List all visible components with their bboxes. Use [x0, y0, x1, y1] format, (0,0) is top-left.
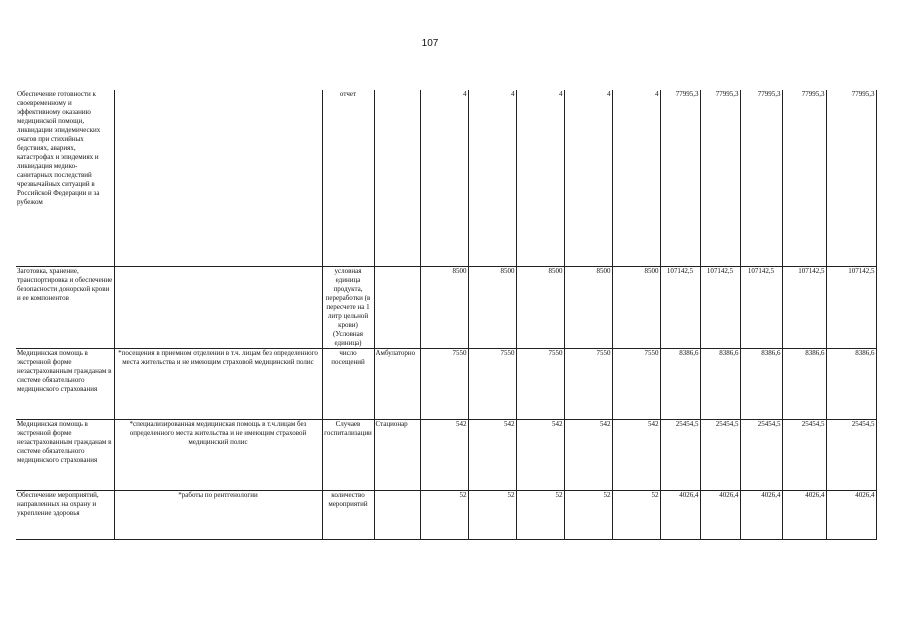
value-cell: 107142,5 — [826, 267, 876, 349]
value-cell: 8386,6 — [826, 349, 876, 420]
value-cell: 7550 — [420, 349, 468, 420]
service-name-cell: Медицинская помощь в экстренной форме незастрахованным гражданам в системе обязательного медицинского страхования — [16, 349, 114, 420]
value-cell: 77995,3 — [782, 90, 826, 267]
page-number: 107 — [421, 38, 439, 49]
value-cell: 4 — [420, 90, 468, 267]
value-cell: 4 — [612, 90, 660, 267]
value-cell: 8386,6 — [660, 349, 700, 420]
value-cell: 4 — [564, 90, 612, 267]
value-cell: 8500 — [564, 267, 612, 349]
value-cell: 8500 — [420, 267, 468, 349]
value-cell: 542 — [564, 420, 612, 491]
service-name-cell: Обеспечение готовности к своевременному и эффективному оказанию медицинской помощи, ликвидации эпидемических очагов при стихийных бедствиях, авариях, катастрофах и эпидемиях и ликвидация медико-санитарных последствий чрезвычайных ситуаций в Российской Федерации и за рубежом — [16, 90, 114, 267]
value-cell: 542 — [612, 420, 660, 491]
value-cell: 4026,4 — [782, 491, 826, 540]
service-description-cell: *посещения в приемном отделении в т.ч. лицам без определенного места жительства и не имеющим страховой медицинский полис — [114, 349, 322, 420]
value-cell: 107142,5 — [660, 267, 700, 349]
value-cell: 8500 — [468, 267, 516, 349]
table-body — [16, 90, 876, 540]
value-cell: 4 — [468, 90, 516, 267]
value-cell: 7550 — [516, 349, 564, 420]
value-cell: 4026,4 — [660, 491, 700, 540]
value-cell: 77995,3 — [700, 90, 740, 267]
services-table — [16, 90, 877, 540]
value-cell: 52 — [468, 491, 516, 540]
value-cell: 7550 — [612, 349, 660, 420]
value-cell: 77995,3 — [826, 90, 876, 267]
unit-cell: отчет — [322, 90, 374, 267]
service-name-cell: Медицинская помощь в экстренной форме незастрахованным гражданам в системе обязательного медицинского страхования — [16, 420, 114, 491]
value-cell: 8386,6 — [782, 349, 826, 420]
value-cell: 542 — [516, 420, 564, 491]
value-cell: 542 — [468, 420, 516, 491]
value-cell: 77995,3 — [740, 90, 782, 267]
value-cell: 77995,3 — [660, 90, 700, 267]
value-cell: 107142,5 — [700, 267, 740, 349]
value-cell: 25454,5 — [700, 420, 740, 491]
value-cell: 52 — [564, 491, 612, 540]
value-cell: 107142,5 — [782, 267, 826, 349]
value-cell: 52 — [420, 491, 468, 540]
unit-cell: число посещений — [322, 349, 374, 420]
value-cell: 542 — [420, 420, 468, 491]
value-cell: 25454,5 — [740, 420, 782, 491]
service-description-cell — [114, 267, 322, 349]
value-cell: 4026,4 — [700, 491, 740, 540]
value-cell: 7550 — [468, 349, 516, 420]
unit-cell: количество мероприятий — [322, 491, 374, 540]
service-name-cell: Обеспечение мероприятий, направленных на охрану и укрепление здоровья — [16, 491, 114, 540]
table-row — [16, 90, 876, 267]
table-row — [16, 349, 876, 420]
table-row — [16, 420, 876, 491]
condition-cell — [374, 90, 420, 267]
service-description-cell: *специализированная медицинская помощь в т.ч.лицам без определенного места жительства и не имеющим страховой медицинский полис — [114, 420, 322, 491]
value-cell: 8500 — [516, 267, 564, 349]
value-cell: 7550 — [564, 349, 612, 420]
condition-cell: Стационар — [374, 420, 420, 491]
table-row — [16, 267, 876, 349]
unit-cell: условная единица продукта, переработки (в пересчете на 1 литр цельной крови) (Условная единица) — [322, 267, 374, 349]
value-cell: 107142,5 — [740, 267, 782, 349]
value-cell: 52 — [516, 491, 564, 540]
condition-cell — [374, 491, 420, 540]
condition-cell — [374, 267, 420, 349]
value-cell: 25454,5 — [660, 420, 700, 491]
table-row — [16, 491, 876, 540]
value-cell: 4026,4 — [826, 491, 876, 540]
value-cell: 4 — [516, 90, 564, 267]
value-cell: 4026,4 — [740, 491, 782, 540]
service-description-cell: *работы по рентгенологии — [114, 491, 322, 540]
value-cell: 52 — [612, 491, 660, 540]
unit-cell: Случаев госпитализации — [322, 420, 374, 491]
value-cell: 8386,6 — [700, 349, 740, 420]
service-description-cell — [114, 90, 322, 267]
value-cell: 8500 — [612, 267, 660, 349]
value-cell: 25454,5 — [826, 420, 876, 491]
service-name-cell: Заготовка, хранение, транспортировка и обеспечение безопасности донорской крови и ее компонентов — [16, 267, 114, 349]
value-cell: 25454,5 — [782, 420, 826, 491]
value-cell: 8386,6 — [740, 349, 782, 420]
condition-cell: Амбулаторно — [374, 349, 420, 420]
